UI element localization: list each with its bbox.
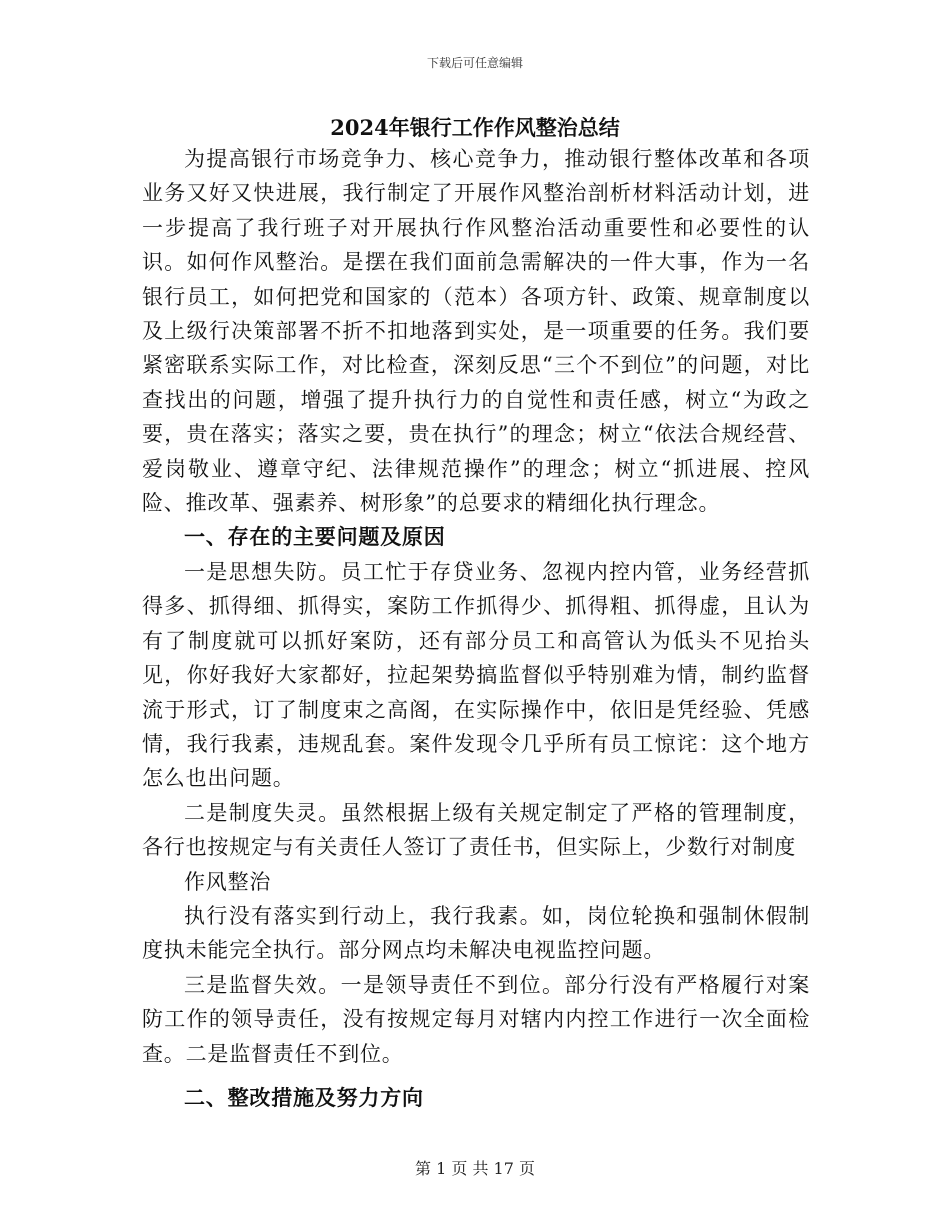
- paragraph-supervision-failure: 三是监督失效。一是领导责任不到位。部分行没有严格履行对案防工作的领导责任，没有按规定每月对辖内内控工作进行一次全面检查。二是监督责任不到位。: [142, 972, 810, 1066]
- paragraph-execution: 执行没有落实到行动上，我行我素。如，岗位轮换和强制休假制度执未能完全执行。部分网点均未解决电视监控问题。: [142, 903, 810, 963]
- paragraph-thought-failure: 一是思想失防。员工忙于存贷业务、忽视内控内管，业务经营抓得多、抓得细、抓得实，案防工作抓得少、抓得粗、抓得虚，且认为有了制度就可以抓好案防，还有部分员工和高管认为低头不见抬头见，你好我好大家都好，拉起架势搞监督似乎特别难为情，制约监督流于形式，订了制度束之高阁，在实际操作中，依旧是凭经验、凭感情，我行我素，违规乱套。案件发现令几乎所有员工惊诧：这个地方怎么也出问题。: [142, 559, 810, 791]
- section-heading-measures: 二、整改措施及努力方向: [184, 1084, 424, 1110]
- page-header: 下载后可任意编辑: [426, 56, 523, 70]
- paragraph-system-failure: 二是制度失灵。虽然根据上级有关规定制定了严格的管理制度，各行也按规定与有关责任人签订了责任书，但实际上，少数行对制度: [142, 800, 810, 860]
- inline-label-style-rectification: 作风整治: [184, 869, 272, 894]
- page-footer: 第 1 页 共 17 页: [415, 1159, 535, 1178]
- document-body: [142, 142, 810, 1115]
- intro-paragraph: 为提高银行市场竞争力、核心竞争力，推动银行整体改革和各项业务又好又快进展，我行制定了开展作风整治剖析材料活动计划，进一步提高了我行班子对开展执行作风整治活动重要性和必要性的认识。如何作风整治。是摆在我们面前急需解决的一件大事，作为一名银行员工，如何把党和国家的（范本）各项方针、政策、规章制度以及上级行决策部署不折不扣地落到实处，是一项重要的任务。我们要紧密联系实际工作，对比检查，深刻反思“三个不到位”的问题，对比查找出的问题，增强了提升执行力的自觉性和责任感，树立“为政之要，贵在落实；落实之要，贵在执行”的理念；树立“依法合规经营、爱岗敬业、遵章守纪、法律规范操作”的理念；树立“抓进展、控风险、推改革、强素养、树形象”的总要求的精细化执行理念。: [142, 147, 810, 516]
- section-heading-problems: 一、存在的主要问题及原因: [184, 524, 446, 550]
- document-title: 2024年银行工作作风整治总结: [330, 115, 620, 140]
